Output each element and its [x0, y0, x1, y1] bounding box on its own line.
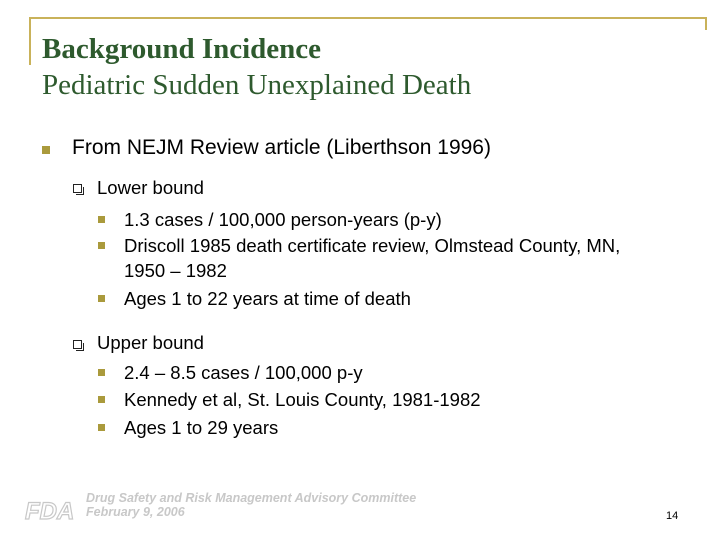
hollow-square-bullet-icon — [73, 184, 82, 193]
footer-caption — [86, 491, 416, 519]
bullet-main: From NEJM Review article (Liberthson 1996) — [72, 136, 491, 159]
lower-bound-label: Lower bound — [97, 177, 204, 198]
upper-bound-label: Upper bound — [97, 332, 204, 353]
slide-title — [42, 31, 702, 103]
lower-bound-item: 1.3 cases / 100,000 person-years (p-y) — [124, 209, 442, 230]
upper-bound-item: 2.4 – 8.5 cases / 100,000 p-y — [124, 362, 363, 383]
square-bullet-icon — [98, 369, 105, 376]
frame-left-rule — [29, 17, 31, 65]
title-line-2: Pediatric Sudden Unexplained Death — [42, 69, 472, 101]
upper-bound-item: Kennedy et al, St. Louis County, 1981-1982 — [124, 389, 481, 410]
square-bullet-icon — [98, 424, 105, 431]
fda-logo-text: FDA — [25, 498, 75, 523]
footer-date: February 9, 2006 — [86, 505, 185, 519]
title-line-1: Background Incidence — [42, 33, 322, 65]
hollow-square-bullet-icon — [73, 340, 82, 349]
frame-right-rule — [705, 17, 707, 30]
square-bullet-icon — [98, 396, 105, 403]
square-bullet-icon — [98, 216, 105, 223]
lower-bound-item: Driscoll 1985 death certificate review, Olmstead County, MN, — [124, 235, 621, 256]
lower-bound-item: Ages 1 to 22 years at time of death — [124, 288, 411, 309]
square-bullet-icon — [42, 146, 50, 154]
lower-bound-item-continued: 1950 – 1982 — [124, 260, 227, 281]
upper-bound-item: Ages 1 to 29 years — [124, 417, 279, 438]
fda-logo-icon — [24, 497, 80, 523]
square-bullet-icon — [98, 295, 105, 302]
square-bullet-icon — [98, 242, 105, 249]
footer-committee: Drug Safety and Risk Management Advisory Committee — [86, 491, 417, 505]
page-number: 14 — [666, 510, 679, 522]
frame-top-rule — [29, 17, 707, 19]
